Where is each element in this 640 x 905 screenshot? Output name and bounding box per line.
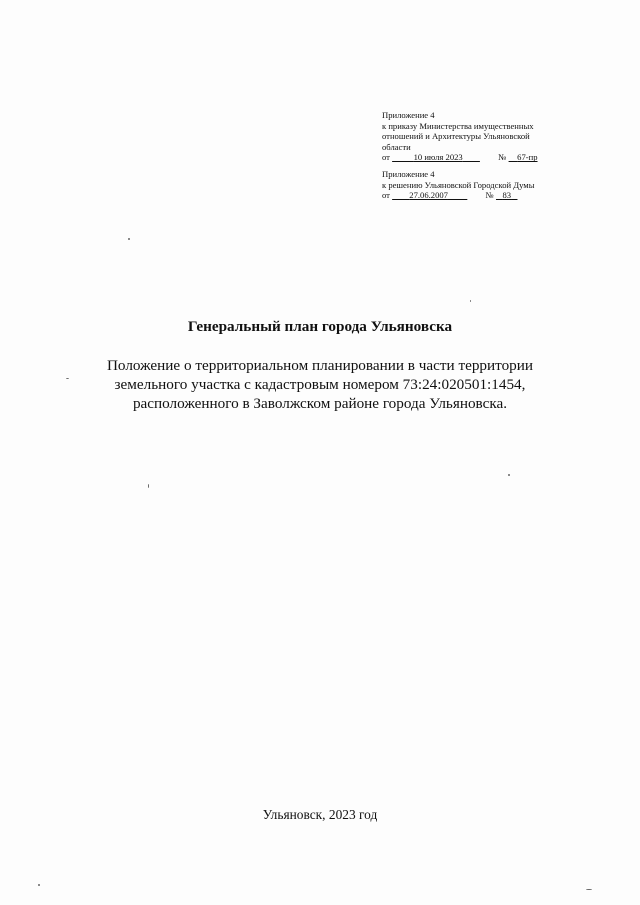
appendix-ministry-date: 10 июля 2023 xyxy=(413,152,463,163)
appendix-duma-date: 27.06.2007 xyxy=(409,190,448,201)
appendix-duma-heading: Приложение 4 xyxy=(382,169,435,179)
appendix-ministry-line-1: к приказу Министерства имущественных xyxy=(382,120,534,131)
appendix-ministry-line-2: отношений и Архитектуры Ульяновской xyxy=(382,131,530,142)
appendix-ministry-date-row xyxy=(382,152,582,163)
document-title: Генеральный план города Ульяновска xyxy=(187,318,453,335)
appendix-ministry-date-prefix: от xyxy=(382,152,390,163)
scan-speck xyxy=(148,484,149,488)
scan-speck xyxy=(470,300,471,302)
appendix-duma-number-prefix: № xyxy=(485,190,494,201)
scan-speck xyxy=(66,378,69,379)
appendix-ministry-line-3: области xyxy=(382,141,411,152)
subtitle-line-3: расположенного в Заволжском районе города Ульяновска. xyxy=(132,395,508,412)
appendix-duma-date-prefix: от xyxy=(382,190,390,201)
appendix-duma-number: 83 xyxy=(502,190,512,201)
appendix-ministry-heading: Приложение 4 xyxy=(382,110,435,120)
appendix-ministry-number-prefix: № xyxy=(498,152,507,163)
appendix-ministry-number: 67-пр xyxy=(517,152,538,163)
appendix-duma-line-1: к решению Ульяновской Городской Думы xyxy=(382,179,535,190)
scan-speck xyxy=(586,889,592,890)
appendix-duma-block xyxy=(382,169,582,201)
document-subtitle xyxy=(0,356,640,413)
appendix-duma-date-row xyxy=(382,190,582,201)
scan-speck xyxy=(38,884,40,886)
scan-speck xyxy=(508,474,510,476)
subtitle-line-1: Положение о территориальном планировании в части территории xyxy=(106,357,534,374)
subtitle-line-2: земельного участка с кадастровым номером 73:24:020501:1454, xyxy=(114,376,526,393)
document-footer: Ульяновск, 2023 год xyxy=(262,807,378,822)
appendix-ministry-block xyxy=(382,110,582,163)
scan-speck xyxy=(128,238,130,240)
